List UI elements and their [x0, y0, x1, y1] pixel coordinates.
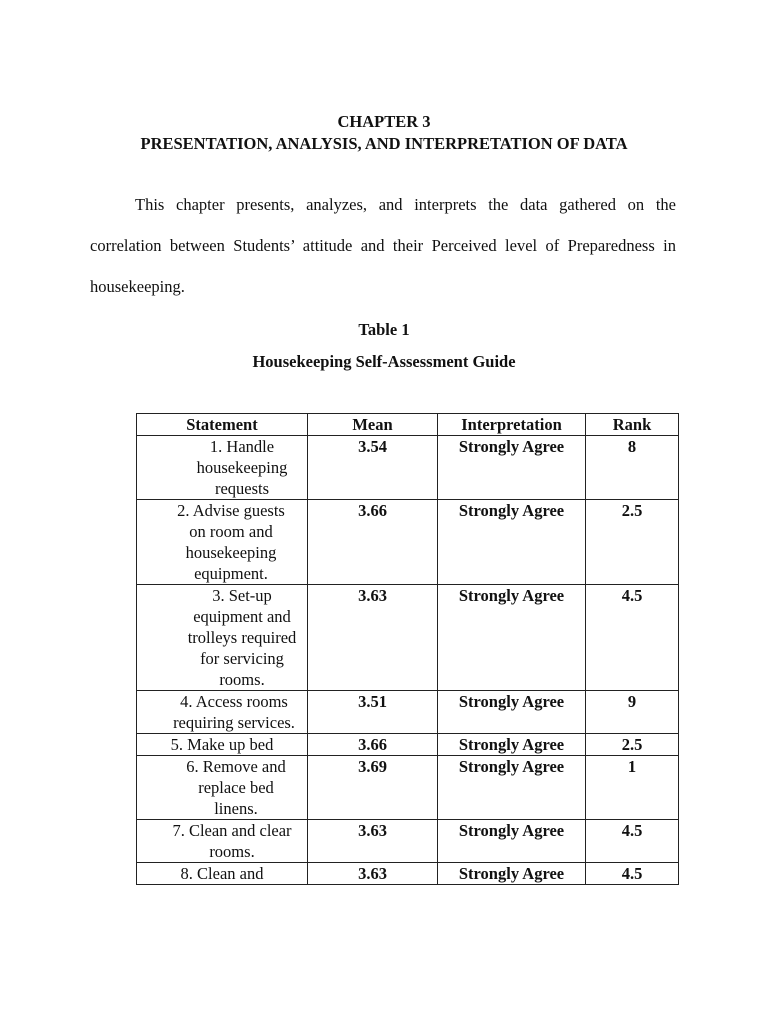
mean-cell: 3.69 [308, 756, 438, 820]
mean-cell: 3.66 [308, 500, 438, 585]
interpretation-cell: Strongly Agree [438, 756, 586, 820]
rank-cell: 4.5 [586, 820, 679, 863]
interpretation-cell: Strongly Agree [438, 863, 586, 885]
mean-cell: 3.63 [308, 585, 438, 691]
self-assessment-table [136, 413, 679, 885]
mean-cell: 3.63 [308, 863, 438, 885]
interpretation-cell: Strongly Agree [438, 734, 586, 756]
statement-cell: 7. Clean and clear rooms. [137, 820, 308, 863]
header-interpretation: Interpretation [438, 414, 586, 436]
table-row [137, 734, 679, 756]
interpretation-cell: Strongly Agree [438, 436, 586, 500]
interpretation-cell: Strongly Agree [438, 585, 586, 691]
statement-cell: 4. Access rooms requiring services. [137, 691, 308, 734]
mean-cell: 3.54 [308, 436, 438, 500]
table-row [137, 820, 679, 863]
table-row [137, 500, 679, 585]
interpretation-cell: Strongly Agree [438, 820, 586, 863]
header-mean: Mean [308, 414, 438, 436]
header-statement: Statement [137, 414, 308, 436]
table-number: Table 1 [358, 320, 410, 339]
rank-cell: 4.5 [586, 585, 679, 691]
mean-cell: 3.51 [308, 691, 438, 734]
table-header-row [137, 414, 679, 436]
header-rank: Rank [586, 414, 679, 436]
interpretation-cell: Strongly Agree [438, 691, 586, 734]
rank-cell: 2.5 [586, 734, 679, 756]
rank-cell: 8 [586, 436, 679, 500]
table-row [137, 863, 679, 885]
table-row [137, 756, 679, 820]
intro-text: This chapter presents, analyzes, and interprets the data gathered on the correlation between Students’ attitude and their Perceived level of Preparedness in housekeeping. [90, 195, 676, 296]
table-row [137, 691, 679, 734]
chapter-title: PRESENTATION, ANALYSIS, AND INTERPRETATION OF DATA [140, 134, 628, 153]
table-row [137, 585, 679, 691]
statement-cell: 8. Clean and [137, 863, 308, 885]
statement-cell: 5. Make up bed [137, 734, 308, 756]
rank-cell: 2.5 [586, 500, 679, 585]
mean-cell: 3.63 [308, 820, 438, 863]
statement-cell: 1. Handle housekeeping requests [137, 436, 308, 500]
interpretation-cell: Strongly Agree [438, 500, 586, 585]
rank-cell: 9 [586, 691, 679, 734]
rank-cell: 1 [586, 756, 679, 820]
rank-cell: 4.5 [586, 863, 679, 885]
intro-paragraph [90, 184, 676, 307]
statement-cell: 6. Remove and replace bed linens. [137, 756, 308, 820]
mean-cell: 3.66 [308, 734, 438, 756]
table-row [137, 436, 679, 500]
chapter-number: CHAPTER 3 [337, 112, 431, 131]
statement-cell: 3. Set-up equipment and trolleys required for servicing rooms. [137, 585, 308, 691]
statement-cell: 2. Advise guests on room and housekeeping equipment. [137, 500, 308, 585]
table-caption: Housekeeping Self-Assessment Guide [252, 352, 516, 371]
